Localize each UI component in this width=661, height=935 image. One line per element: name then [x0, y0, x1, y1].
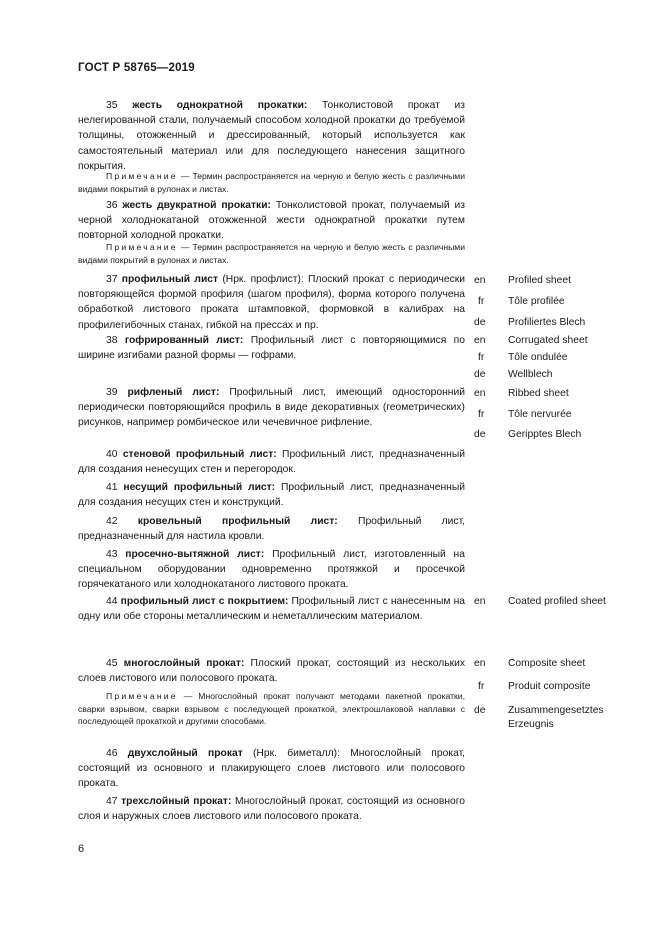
term-entry-45: 45 многослойный прокат: Плоский прокат, состоящий из нескольких слоев листового или полосового проката.	[78, 658, 465, 685]
equivalent-term: Tôle ondulée	[508, 352, 568, 363]
page-number: 6	[78, 843, 85, 855]
definition: (Нрк. биметалл): Многослойный прокат, состоящий из основного и плакирующего слоев листового или полосового проката.	[78, 748, 466, 790]
term-entry-43: 43 просечно-вытяжной лист: Профильный лист, изготовленный на специальном оборудовании одновременно протяжкой и просечкой горячекатаного или холоднокатаного листового проката.	[78, 549, 465, 591]
definition: Тонколистовой прокат из нелегированной стали, получаемый способом холодной прокатки до требуемой толщины, отожженный и дрессированный, который используется как самостоятельный материал или для последующего нанесения защитного покрытия.	[78, 100, 465, 172]
equivalent-term: Profiled sheet	[508, 275, 571, 286]
equivalent-term: Composite sheet	[508, 658, 586, 669]
term-entry-44: 44 профильный лист с покрытием: Профильный лист с нанесенным на одну или обе стороны металлическим и неметаллическим материалом.	[78, 596, 465, 623]
lang-code: de	[474, 705, 486, 716]
equivalent-term: Ribbed sheet	[508, 388, 569, 399]
lang-code: fr	[478, 296, 485, 307]
term-entry-35: 35 жесть однократной прокатки: Тонколистовой прокат из нелегированной стали, получаемый способом холодной прокатки до требуемой толщины, отожженный и дрессированный, который используется как самостоятельный материал или для последующего нанесения защитного покрытия.	[78, 100, 465, 172]
term: просечно-вытяжной лист:	[125, 549, 265, 560]
equivalent-term: Zusammengesetztes Erzeugnis	[508, 705, 604, 730]
lang-code: fr	[478, 681, 485, 692]
term: стеновой профильный лист:	[122, 449, 277, 460]
lang-code: fr	[478, 352, 485, 363]
equivalent-term: Corrugated sheet	[508, 335, 588, 346]
note: Примечание — Термин распространяется на черную и белую жесть с различными видами покрытий в рулонах и листах.	[78, 171, 465, 194]
lang-code: en	[474, 335, 486, 346]
lang-code: de	[474, 317, 486, 328]
lang-code: de	[474, 429, 486, 440]
note: Примечание — Многослойный прокат получают методами пакетной прокатки, сварки взрывом, сварки взрывом с последующей прокаткой, электрошлаковой наплавки с последующей прокаткой и другими способами.	[78, 691, 465, 727]
term: многослойный прокат:	[123, 658, 245, 669]
term-entry-39: 39 рифленый лист: Профильный лист, имеющий односторонний периодически повторяющийся профиль в виде декоративных (геометрических) рисунков, например ромбическое или чечевичное рифление.	[78, 387, 465, 429]
term-entry-41: 41 несущий профильный лист: Профильный лист, предназначенный для создания несущих стен и конструкций.	[78, 482, 465, 509]
lang-code: en	[474, 596, 486, 607]
definition: Профильный лист с нанесенным на одну или обе стороны металлическим и неметаллическим материалом.	[78, 596, 465, 623]
term-entry-47: 47 трехслойный прокат: Многослойный прокат, состоящий из основного слоя и наружных слоев листового или полосового проката.	[78, 796, 465, 823]
equivalent-term: Coated profiled sheet	[508, 596, 606, 607]
document-header: ГОСТ Р 58765—2019	[78, 62, 195, 74]
term: жесть однократной прокатки:	[132, 100, 308, 111]
lang-code: en	[474, 388, 486, 399]
definition: Профильный лист, предназначенный для настила кровли.	[78, 516, 466, 543]
definition: Профильный лист, предназначенный для создания ненесущих стен и перегородок.	[78, 449, 465, 476]
term: двухслойный прокат	[127, 748, 243, 759]
equivalent-term: Tôle profilée	[508, 296, 565, 307]
lang-code: fr	[478, 409, 485, 420]
term: кровельный профильный лист:	[137, 516, 338, 527]
equivalent-term: Profiliertes Blech	[508, 317, 586, 328]
term: рифленый лист:	[127, 387, 220, 398]
term-entry-38: 38 гофрированный лист: Профильный лист с повторяющимися по ширине изгибами разной формы — гофрами.	[78, 335, 465, 362]
equivalent-term: Geripptes Blech	[508, 429, 582, 440]
term: несущий профильный лист:	[123, 482, 276, 493]
lang-code: de	[474, 369, 486, 380]
equivalent-term: Wellblech	[508, 369, 553, 380]
term-entry-42: 42 кровельный профильный лист: Профильный лист, предназначенный для настила кровли.	[78, 516, 466, 543]
term-entry-46: 46 двухслойный прокат (Нрк. биметалл): Многослойный прокат, состоящий из основного и плакирующего слоев листового или полосового проката.	[78, 748, 466, 790]
term-entry-40: 40 стеновой профильный лист: Профильный лист, предназначенный для создания ненесущих стен и перегородок.	[78, 449, 465, 476]
term: трехслойный прокат:	[121, 796, 232, 807]
equivalent-term: Tôle nervurée	[508, 409, 572, 420]
equivalent-term: Produit composite	[508, 681, 591, 692]
term: профильный лист	[121, 274, 219, 285]
note: Примечание — Термин распространяется на черную и белую жесть с различными видами покрытий в рулонах и листах.	[78, 242, 465, 265]
definition: Профильный лист, имеющий односторонний периодически повторяющийся профиль в виде декоративных (геометрических) рисунков, например ромбическое или чечевичное рифление.	[78, 387, 465, 429]
lang-code: en	[474, 275, 486, 286]
term-entry-37: 37 профильный лист (Нрк. профлист): Плоский прокат с периодически повторяющейся формой профиля (шагом профиля), форма которого получена обработкой листового проката штамповкой, формовкой в калибрах на профилегибочных станах, гибкой на прессах и пр.	[78, 274, 465, 331]
definition: Профильный лист с повторяющимися по ширине изгибами разной формы — гофрами.	[78, 335, 465, 362]
term: жесть двукратной прокатки:	[122, 200, 271, 211]
definition: Профильный лист, изготовленный на специальном оборудовании одновременно протяжкой и просечкой горячекатаного или холоднокатаного листового проката.	[78, 549, 465, 591]
lang-code: en	[474, 658, 486, 669]
definition: Многослойный прокат, состоящий из основного слоя и наружных слоев листового или полосового проката.	[78, 796, 465, 823]
term: профильный лист с покрытием:	[120, 596, 289, 607]
term-entry-36: 36 жесть двукратной прокатки: Тонколистовой прокат, получаемый из черной холоднокатаной отожженной жести однократной прокатки путем повторной холодной прокатки.	[78, 200, 465, 242]
definition: Профильный лист, предназначенный для создания несущих стен и конструкций.	[78, 482, 465, 509]
term: гофрированный лист:	[124, 335, 244, 346]
definition: Тонколистовой прокат, получаемый из черной холоднокатаной отожженной жести однократной прокатки путем повторной холодной прокатки.	[78, 200, 465, 242]
definition: Плоский прокат, состоящий из нескольких слоев листового или полосового проката.	[78, 658, 465, 685]
definition: (Нрк. профлист): Плоский прокат с периодически повторяющейся формой профиля (шагом профиля), форма которого получена обработкой листового проката штамповкой, формовкой в калибрах на профилегибочных станах, гибкой на прессах и пр.	[78, 274, 465, 331]
